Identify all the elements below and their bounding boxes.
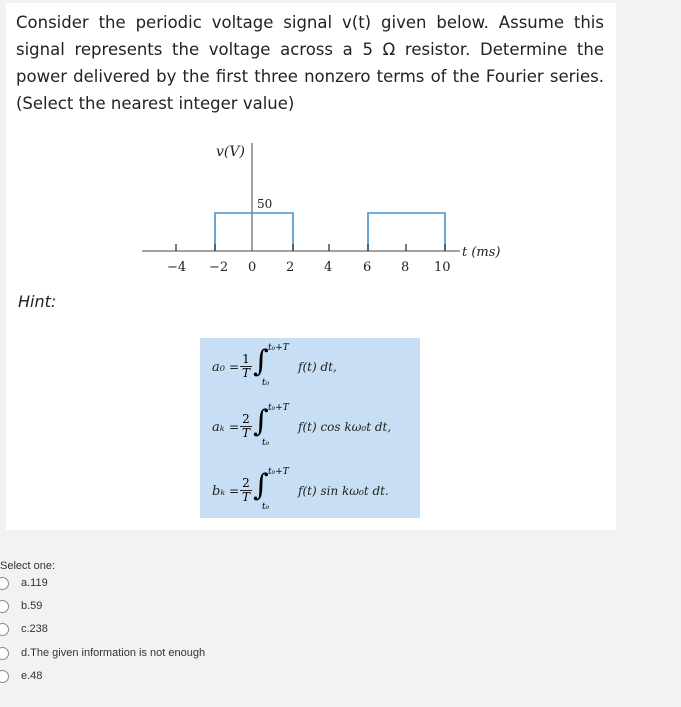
integral-sign: ∫ [253, 468, 269, 503]
a0-integrand: f(t) dt, [298, 360, 337, 374]
bk-coef-den: T [241, 490, 250, 504]
lower-limit: t₀ [262, 378, 270, 388]
bk-coefficient [240, 477, 252, 504]
bk-coef-num: 2 [242, 476, 250, 490]
option-label: c.238 [21, 623, 48, 635]
tick-label: 2 [286, 260, 295, 275]
upper-limit: t₀+T [268, 343, 289, 353]
ak-integrand: f(t) cos kω₀t dt, [298, 420, 392, 434]
radio-button[interactable] [0, 577, 9, 590]
upper-limit: t₀+T [268, 467, 289, 477]
bk-integrand: f(t) sin kω₀t dt. [298, 484, 389, 498]
ak-coefficient [240, 413, 252, 440]
question-panel [6, 3, 616, 530]
a0-coefficient [240, 353, 252, 380]
lower-limit: t₀ [262, 502, 270, 512]
question-text: Consider the periodic voltage signal v(t) given below. Assume this signal represents the voltage across a 5 Ω resistor. Determine the power delivered by the first three nonzero terms of the Fourier series. (Select the nearest integer value) [16, 13, 604, 113]
y-axis-label: v(V) [216, 144, 245, 160]
a0-lhs: a₀ [212, 360, 225, 375]
level-label: 50 [257, 197, 273, 211]
equals-sign: = [229, 484, 240, 498]
select-one-label: Select one: [0, 560, 56, 572]
a0-coef-num: 1 [242, 352, 250, 366]
ak-coef-num: 2 [242, 412, 250, 426]
radio-button[interactable] [0, 647, 9, 660]
option-label: a.119 [21, 577, 48, 589]
integral-sign: ∫ [253, 344, 269, 379]
tick-label: 6 [363, 260, 372, 275]
bk-lhs: bₖ [212, 484, 226, 499]
tick-label: 0 [248, 260, 257, 275]
pulse-1 [215, 213, 293, 251]
hint-label: Hint: [18, 292, 57, 311]
lower-limit: t₀ [262, 438, 270, 448]
equals-sign: = [229, 420, 240, 434]
option-label: e.48 [21, 670, 43, 682]
tick-label: 4 [324, 260, 333, 275]
x-axis-label: t (ms) [462, 245, 501, 260]
ak-lhs: aₖ [212, 420, 225, 435]
option-label: d.The given information is not enough [21, 647, 206, 659]
upper-limit: t₀+T [268, 403, 289, 413]
option-label: b.59 [21, 600, 43, 612]
integral-sign: ∫ [253, 404, 269, 439]
a0-coef-den: T [241, 366, 250, 380]
tick-label: −2 [209, 260, 229, 275]
fourier-formulas [200, 338, 420, 518]
radio-button[interactable] [0, 670, 9, 683]
signal-figure [6, 3, 616, 293]
radio-button[interactable] [0, 600, 9, 613]
tick-label: 8 [401, 260, 410, 275]
tick-label: 10 [434, 260, 451, 275]
equals-sign: = [229, 360, 240, 374]
ak-coef-den: T [241, 426, 250, 440]
tick-label: −4 [167, 260, 187, 275]
radio-button[interactable] [0, 623, 9, 636]
